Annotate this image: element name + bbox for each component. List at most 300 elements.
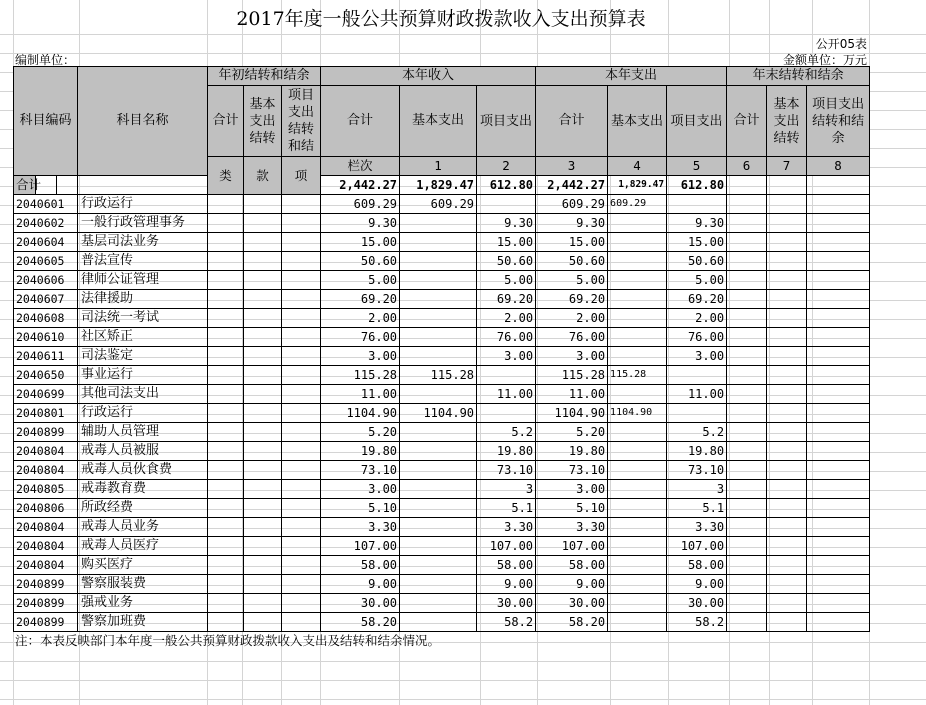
empty-cell [727, 575, 767, 594]
empty-cell [282, 575, 321, 594]
empty-cell [727, 385, 767, 404]
header-code: 科目编码 [14, 67, 78, 176]
row-name: 律师公证管理 [78, 271, 208, 290]
row-expense-project: 19.80 [667, 442, 727, 461]
table-row [14, 233, 870, 252]
empty-cell [807, 176, 870, 195]
row-expense-project: 69.20 [667, 290, 727, 309]
row-expense-basic [608, 575, 667, 594]
empty-cell [244, 537, 282, 556]
row-income-basic [400, 309, 477, 328]
header-end-total: 合计 [727, 86, 767, 157]
empty-cell [767, 347, 807, 366]
row-code: 2040899 [14, 575, 78, 594]
header-group-expense: 本年支出 [536, 67, 727, 86]
empty-cell [282, 195, 321, 214]
row-name: 社区矫正 [78, 328, 208, 347]
row-code: 2040804 [14, 518, 78, 537]
row-name: 警察加班费 [78, 613, 208, 632]
row-name: 行政运行 [78, 404, 208, 423]
row-code: 2040804 [14, 537, 78, 556]
row-expense-total: 3.00 [536, 347, 608, 366]
row-expense-total: 58.20 [536, 613, 608, 632]
empty-cell [807, 347, 870, 366]
empty-cell [807, 290, 870, 309]
empty-cell [282, 461, 321, 480]
row-expense-project: 50.60 [667, 252, 727, 271]
empty-cell [767, 271, 807, 290]
empty-cell [727, 480, 767, 499]
totals-expense-total: 2,442.27 [536, 176, 608, 195]
row-income-project [477, 366, 536, 385]
row-expense-project: 3.00 [667, 347, 727, 366]
empty-cell [282, 328, 321, 347]
row-name: 戒毒人员伙食费 [78, 461, 208, 480]
row-income-total: 11.00 [321, 385, 400, 404]
table-row [14, 366, 870, 385]
row-expense-total: 2.00 [536, 309, 608, 328]
empty-cell [244, 328, 282, 347]
empty-cell [208, 480, 244, 499]
row-income-project: 9.00 [477, 575, 536, 594]
row-name: 司法鉴定 [78, 347, 208, 366]
row-expense-total: 11.00 [536, 385, 608, 404]
empty-cell [727, 309, 767, 328]
header-income-basic: 基本支出 [400, 86, 477, 157]
empty-cell [244, 423, 282, 442]
row-income-total: 9.30 [321, 214, 400, 233]
table-row [14, 290, 870, 309]
empty-cell [282, 594, 321, 613]
header-group-begin: 年初结转和结余 [208, 67, 321, 86]
empty-cell [727, 233, 767, 252]
row-code: 2040801 [14, 404, 78, 423]
empty-cell [767, 233, 807, 252]
row-income-project: 3.00 [477, 347, 536, 366]
empty-cell [727, 214, 767, 233]
empty-cell [208, 309, 244, 328]
row-income-total: 69.20 [321, 290, 400, 309]
row-expense-project: 9.30 [667, 214, 727, 233]
table-row [14, 195, 870, 214]
row-expense-project: 15.00 [667, 233, 727, 252]
empty-cell [727, 423, 767, 442]
empty-cell [767, 195, 807, 214]
row-income-basic [400, 290, 477, 309]
empty-cell [282, 271, 321, 290]
header-name: 科目名称 [78, 67, 208, 176]
meta-row-form [13, 34, 869, 50]
row-code: 2040899 [14, 423, 78, 442]
row-income-total: 3.00 [321, 347, 400, 366]
empty-cell [807, 613, 870, 632]
row-code: 2040806 [14, 499, 78, 518]
empty-cell [767, 423, 807, 442]
empty-cell [78, 176, 208, 195]
row-income-total: 73.10 [321, 461, 400, 480]
empty-cell [807, 423, 870, 442]
empty-cell [282, 233, 321, 252]
table-row [14, 480, 870, 499]
empty-cell [244, 442, 282, 461]
row-income-total: 19.80 [321, 442, 400, 461]
empty-cell [244, 480, 282, 499]
row-name: 一般行政管理事务 [78, 214, 208, 233]
row-name: 事业运行 [78, 366, 208, 385]
column-number: 8 [807, 157, 870, 176]
row-income-project: 5.1 [477, 499, 536, 518]
empty-cell [282, 423, 321, 442]
row-expense-project: 11.00 [667, 385, 727, 404]
empty-cell [244, 461, 282, 480]
table-row [14, 518, 870, 537]
empty-cell [767, 594, 807, 613]
row-expense-total: 3.30 [536, 518, 608, 537]
empty-cell [767, 480, 807, 499]
meta-row-unit [13, 50, 869, 66]
empty-cell [767, 214, 807, 233]
row-income-basic [400, 214, 477, 233]
row-expense-project: 9.00 [667, 575, 727, 594]
row-income-basic [400, 442, 477, 461]
header-end-project: 项目支出结转和结余 [807, 86, 870, 157]
table-row [14, 347, 870, 366]
empty-cell [282, 480, 321, 499]
table-row [14, 252, 870, 271]
empty-cell [244, 556, 282, 575]
row-expense-basic [608, 499, 667, 518]
compiler-label: 编制单位： [15, 53, 76, 67]
header-end-basic: 基本支出结转 [767, 86, 807, 157]
row-income-basic: 609.29 [400, 195, 477, 214]
empty-cell [727, 328, 767, 347]
row-code: 2040805 [14, 480, 78, 499]
row-income-basic [400, 461, 477, 480]
row-name: 戒毒人员被服 [78, 442, 208, 461]
empty-cell [244, 347, 282, 366]
row-code: 2040899 [14, 594, 78, 613]
empty-cell [244, 309, 282, 328]
empty-cell [282, 214, 321, 233]
empty-cell [767, 499, 807, 518]
row-income-basic: 1104.90 [400, 404, 477, 423]
empty-cell [727, 176, 767, 195]
empty-cell [807, 233, 870, 252]
row-code: 2040601 [14, 195, 78, 214]
row-expense-project: 3 [667, 480, 727, 499]
row-expense-basic [608, 214, 667, 233]
row-income-project: 69.20 [477, 290, 536, 309]
empty-cell [282, 537, 321, 556]
row-code: 2040650 [14, 366, 78, 385]
table-row [14, 309, 870, 328]
row-income-basic [400, 575, 477, 594]
empty-cell [807, 556, 870, 575]
empty-cell [244, 366, 282, 385]
row-expense-basic [608, 423, 667, 442]
empty-cell [282, 366, 321, 385]
empty-cell [767, 385, 807, 404]
row-income-basic [400, 556, 477, 575]
row-income-project: 107.00 [477, 537, 536, 556]
row-expense-basic [608, 385, 667, 404]
header-lei: 类 [208, 157, 244, 195]
row-income-project: 3.30 [477, 518, 536, 537]
row-code: 2040608 [14, 309, 78, 328]
empty-cell [767, 442, 807, 461]
row-expense-project: 2.00 [667, 309, 727, 328]
totals-income-project: 612.80 [477, 176, 536, 195]
empty-cell [767, 556, 807, 575]
empty-cell [767, 252, 807, 271]
row-code: 2040605 [14, 252, 78, 271]
row-income-total: 76.00 [321, 328, 400, 347]
row-income-project: 58.2 [477, 613, 536, 632]
row-name: 强戒业务 [78, 594, 208, 613]
header-lanci: 栏次 [321, 157, 400, 176]
empty-cell [767, 366, 807, 385]
row-expense-basic [608, 252, 667, 271]
row-income-basic [400, 480, 477, 499]
row-income-project: 58.00 [477, 556, 536, 575]
row-income-basic [400, 594, 477, 613]
empty-cell [807, 404, 870, 423]
table-row [14, 271, 870, 290]
row-expense-total: 76.00 [536, 328, 608, 347]
row-code: 2040611 [14, 347, 78, 366]
row-code: 2040804 [14, 461, 78, 480]
empty-cell [208, 404, 244, 423]
empty-cell [807, 328, 870, 347]
row-income-total: 58.20 [321, 613, 400, 632]
empty-cell [807, 518, 870, 537]
table-row [14, 499, 870, 518]
row-income-total: 58.00 [321, 556, 400, 575]
row-income-basic [400, 328, 477, 347]
empty-cell [727, 290, 767, 309]
form-id: 公开05表 [815, 37, 867, 51]
empty-cell [767, 309, 807, 328]
empty-cell [727, 499, 767, 518]
row-expense-total: 5.00 [536, 271, 608, 290]
row-code: 2040804 [14, 442, 78, 461]
empty-cell [244, 499, 282, 518]
empty-cell [727, 594, 767, 613]
empty-cell [767, 575, 807, 594]
totals-label: 合计 [14, 176, 36, 195]
column-number: 3 [536, 157, 608, 176]
empty-cell [807, 309, 870, 328]
empty-cell [208, 252, 244, 271]
row-expense-project: 5.2 [667, 423, 727, 442]
table-row [14, 442, 870, 461]
empty-cell [244, 594, 282, 613]
row-name: 基层司法业务 [78, 233, 208, 252]
row-income-project: 15.00 [477, 233, 536, 252]
row-income-project [477, 195, 536, 214]
row-name: 辅助人员管理 [78, 423, 208, 442]
column-number: 7 [767, 157, 807, 176]
row-expense-project: 58.00 [667, 556, 727, 575]
empty-cell [208, 233, 244, 252]
empty-cell [244, 290, 282, 309]
row-expense-total: 107.00 [536, 537, 608, 556]
row-expense-basic [608, 442, 667, 461]
row-expense-total: 1104.90 [536, 404, 608, 423]
row-income-project: 2.00 [477, 309, 536, 328]
row-code: 2040610 [14, 328, 78, 347]
empty-cell [282, 556, 321, 575]
row-expense-project: 58.2 [667, 613, 727, 632]
row-expense-basic [608, 480, 667, 499]
row-name: 戒毒人员医疗 [78, 537, 208, 556]
row-income-total: 2.00 [321, 309, 400, 328]
row-income-total: 9.00 [321, 575, 400, 594]
row-income-basic [400, 537, 477, 556]
row-expense-project: 5.00 [667, 271, 727, 290]
row-income-basic: 115.28 [400, 366, 477, 385]
empty-cell [767, 537, 807, 556]
row-expense-total: 3.00 [536, 480, 608, 499]
empty-cell [767, 404, 807, 423]
row-income-basic [400, 518, 477, 537]
empty-cell [807, 271, 870, 290]
empty-cell [807, 461, 870, 480]
column-number: 4 [608, 157, 667, 176]
empty-cell [208, 499, 244, 518]
empty-cell [807, 442, 870, 461]
empty-cell [244, 385, 282, 404]
column-number: 2 [477, 157, 536, 176]
empty-cell [767, 176, 807, 195]
row-expense-total: 115.28 [536, 366, 608, 385]
empty-cell [208, 575, 244, 594]
empty-cell [208, 214, 244, 233]
gridline-row [0, 661, 926, 662]
column-number: 6 [727, 157, 767, 176]
row-expense-basic [608, 233, 667, 252]
gridline-row [0, 699, 926, 700]
row-expense-project: 3.30 [667, 518, 727, 537]
table-row [14, 613, 870, 632]
row-expense-project: 76.00 [667, 328, 727, 347]
sheet-title: 2017年度一般公共预算财政拨款收入支出预算表 [236, 7, 646, 30]
row-income-project: 5.00 [477, 271, 536, 290]
row-income-total: 5.00 [321, 271, 400, 290]
empty-cell [767, 461, 807, 480]
row-name: 行政运行 [78, 195, 208, 214]
row-expense-total: 9.30 [536, 214, 608, 233]
empty-cell [727, 461, 767, 480]
totals-expense-project: 612.80 [667, 176, 727, 195]
row-name: 司法统一考试 [78, 309, 208, 328]
header-expense-project: 项目支出 [667, 86, 727, 157]
empty-cell [807, 537, 870, 556]
row-expense-total: 30.00 [536, 594, 608, 613]
row-expense-project [667, 366, 727, 385]
empty-cell [727, 613, 767, 632]
row-income-total: 107.00 [321, 537, 400, 556]
row-code: 2040804 [14, 556, 78, 575]
empty-cell [727, 518, 767, 537]
table-row [14, 537, 870, 556]
unit-label: 金额单位：万元 [782, 53, 867, 67]
row-income-project: 30.00 [477, 594, 536, 613]
row-expense-total: 9.00 [536, 575, 608, 594]
totals-income-total: 2,442.27 [321, 176, 400, 195]
column-number: 1 [400, 157, 477, 176]
empty-cell [807, 214, 870, 233]
row-expense-basic: 609.29 [608, 195, 667, 214]
row-income-total: 1104.90 [321, 404, 400, 423]
empty-cell [767, 518, 807, 537]
row-income-total: 15.00 [321, 233, 400, 252]
row-income-basic [400, 613, 477, 632]
empty-cell [208, 461, 244, 480]
row-income-basic [400, 385, 477, 404]
empty-cell [208, 613, 244, 632]
row-code: 2040607 [14, 290, 78, 309]
row-expense-project: 5.1 [667, 499, 727, 518]
empty-cell [807, 252, 870, 271]
table-row [14, 385, 870, 404]
row-name: 普法宣传 [78, 252, 208, 271]
row-name: 戒毒人员业务 [78, 518, 208, 537]
row-expense-basic [608, 518, 667, 537]
empty-cell [727, 366, 767, 385]
empty-cell [57, 176, 78, 195]
empty-cell [807, 499, 870, 518]
empty-cell [807, 385, 870, 404]
row-expense-total: 50.60 [536, 252, 608, 271]
empty-cell [244, 575, 282, 594]
empty-cell [208, 271, 244, 290]
row-expense-total: 73.10 [536, 461, 608, 480]
empty-cell [282, 442, 321, 461]
row-expense-basic [608, 556, 667, 575]
row-expense-project [667, 195, 727, 214]
empty-cell [807, 594, 870, 613]
row-expense-basic [608, 328, 667, 347]
row-name: 法律援助 [78, 290, 208, 309]
row-expense-basic [608, 309, 667, 328]
header-begin-basic: 基本支出结转 [244, 86, 282, 157]
table-row [14, 214, 870, 233]
row-expense-total: 15.00 [536, 233, 608, 252]
row-income-basic [400, 233, 477, 252]
row-income-project: 9.30 [477, 214, 536, 233]
budget-table [13, 66, 870, 632]
empty-cell [208, 423, 244, 442]
table-row [14, 404, 870, 423]
row-income-total: 30.00 [321, 594, 400, 613]
row-expense-basic [608, 461, 667, 480]
row-name: 所政经费 [78, 499, 208, 518]
empty-cell [727, 556, 767, 575]
totals-row [14, 176, 870, 195]
empty-cell [208, 518, 244, 537]
row-expense-total: 5.10 [536, 499, 608, 518]
row-income-basic [400, 499, 477, 518]
empty-cell [282, 518, 321, 537]
row-income-total: 609.29 [321, 195, 400, 214]
empty-cell [282, 404, 321, 423]
row-code: 2040699 [14, 385, 78, 404]
empty-cell [767, 328, 807, 347]
gridline-row [0, 680, 926, 681]
empty-cell [244, 613, 282, 632]
row-income-total: 3.30 [321, 518, 400, 537]
